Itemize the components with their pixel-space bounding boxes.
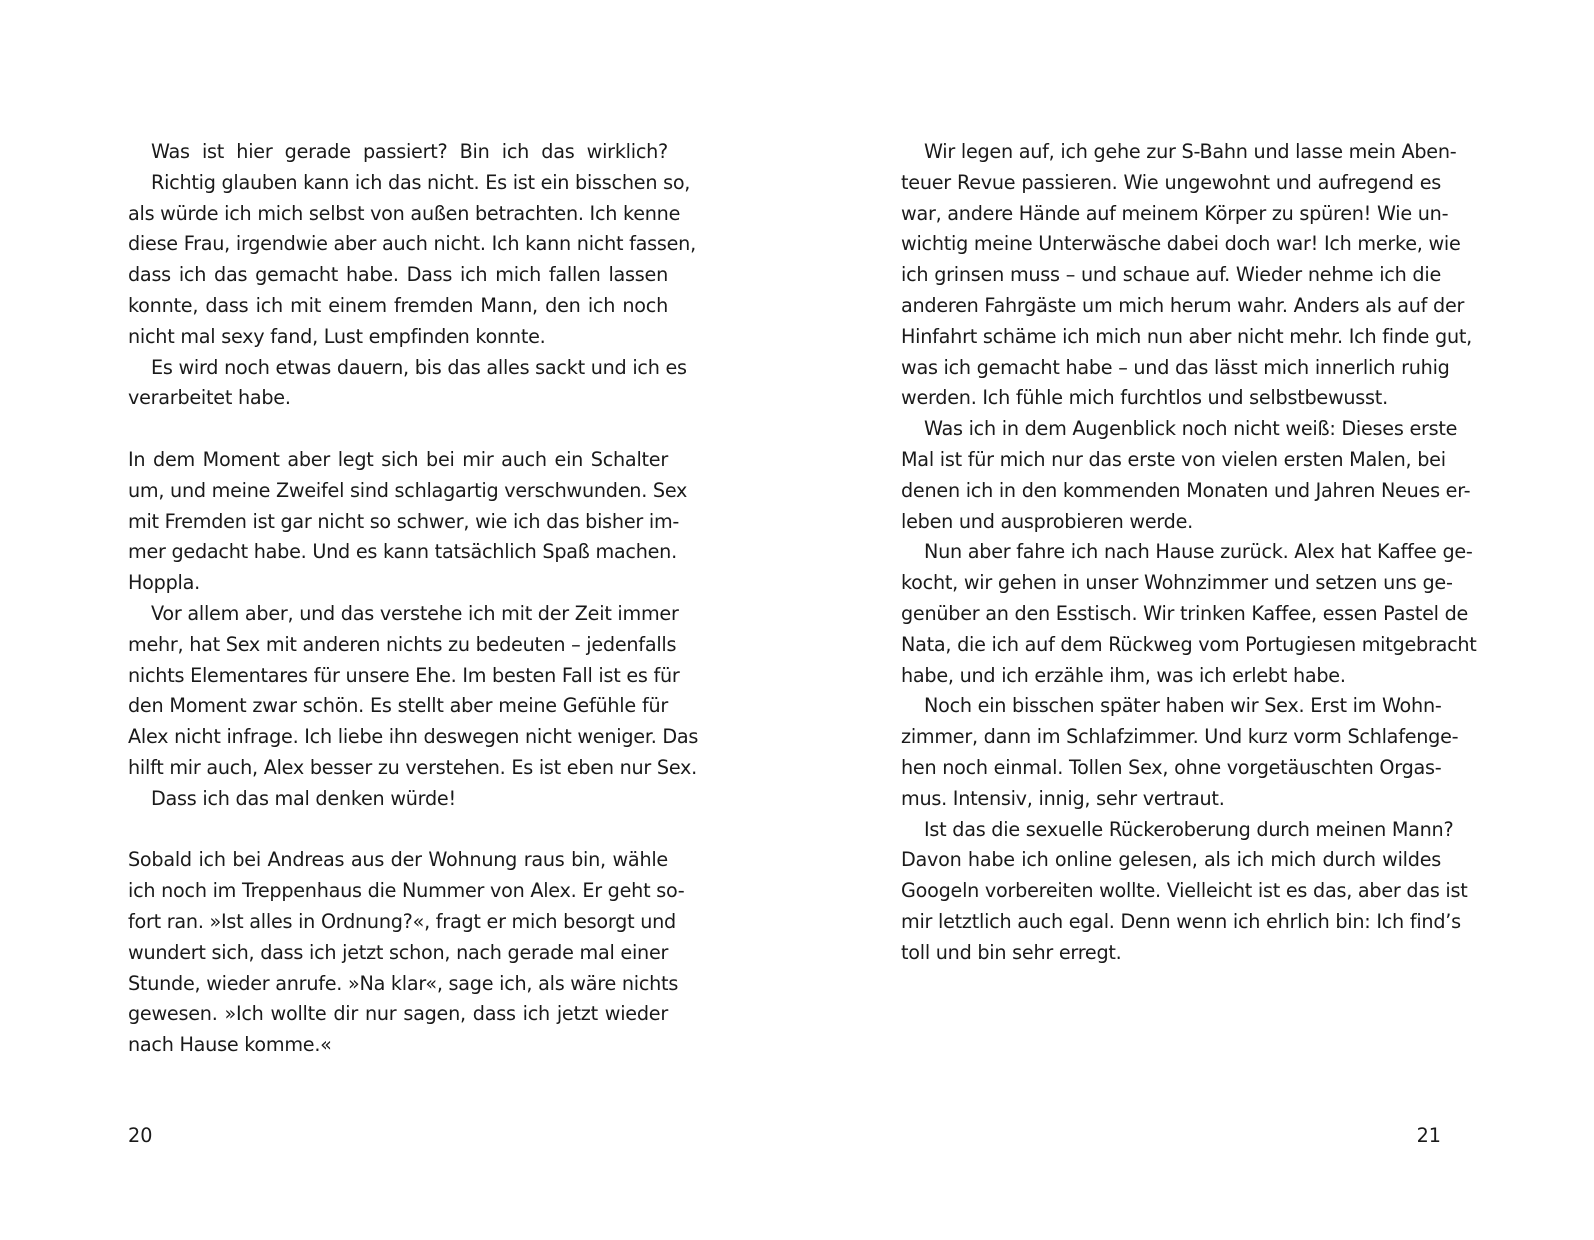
text-line: Sobald ich bei Andreas aus der Wohnung raus bin, wähle — [128, 848, 668, 872]
text-line: Hoppla. — [128, 571, 200, 595]
text-line: hen noch einmal. Tollen Sex, ohne vorgetäuschten Orgas- — [901, 755, 1442, 779]
text-line: dass ich das gemacht habe. Dass ich mich fallen lassen — [128, 263, 668, 287]
text-line: gewesen. »Ich wollte dir nur sagen, dass ich jetzt wieder — [128, 1002, 668, 1026]
text-line: Davon habe ich online gelesen, als ich mich durch wildes — [901, 848, 1441, 872]
right-page — [797, 0, 1594, 1240]
text-line: Richtig glauben kann ich das nicht. Es ist ein bisschen so, — [151, 170, 691, 194]
text-line: Alex nicht infrage. Ich liebe ihn deswegen nicht weniger. Das — [128, 725, 699, 749]
text-line: Nun aber fahre ich nach Hause zurück. Alex hat Kaffee ge- — [924, 540, 1473, 564]
text-line: teuer Revue passieren. Wie ungewohnt und aufregend es — [901, 170, 1441, 194]
text-line: ich noch im Treppenhaus die Nummer von Alex. Er geht so- — [128, 879, 685, 903]
section-break — [128, 414, 668, 445]
text-line: mus. Intensiv, innig, sehr vertraut. — [901, 786, 1225, 810]
text-line: fort ran. »Ist alles in Ordnung?«, fragt er mich besorgt und — [128, 909, 676, 933]
text-line: als würde ich mich selbst von außen betrachten. Ich kenne — [128, 201, 681, 225]
section-break — [128, 815, 668, 846]
text-line: Wir legen auf, ich gehe zur S-Bahn und lasse mein Aben- — [924, 140, 1457, 163]
text-line: toll und bin sehr erregt. — [901, 940, 1122, 964]
text-line: Noch ein bisschen später haben wir Sex. Erst im Wohn- — [924, 694, 1442, 718]
text-line: nichts Elementares für unsere Ehe. Im besten Fall ist es für — [128, 663, 680, 687]
text-line: hilft mir auch, Alex besser zu verstehen. Es ist eben nur Sex. — [128, 755, 698, 779]
text-line: ich grinsen muss – und schaue auf. Wieder nehme ich die — [901, 263, 1441, 287]
text-line: Was ich in dem Augenblick noch nicht weiß: Dieses erste — [924, 417, 1458, 441]
text-line: habe, und ich erzähle ihm, was ich erlebt habe. — [901, 663, 1346, 687]
text-line: Was ist hier gerade passiert? Bin ich das wirklich? — [151, 140, 668, 163]
text-line: Dass ich das mal denken würde! — [151, 786, 456, 810]
page-number: 20 — [128, 1124, 153, 1147]
text-line: Mal ist für mich nur das erste von vielen ersten Malen, bei — [901, 447, 1446, 471]
text-line: mehr, hat Sex mit anderen nichts zu bedeuten – jedenfalls — [128, 632, 677, 656]
text-line: nach Hause komme.« — [128, 1033, 332, 1057]
text-line: wichtig meine Unterwäsche dabei doch war! Ich merke, wie — [901, 232, 1461, 256]
text-line: Es wird noch etwas dauern, bis das alles sackt und ich es — [151, 355, 687, 379]
right-page-text — [901, 137, 1477, 969]
page-number: 21 — [1416, 1124, 1441, 1147]
left-page-text — [128, 137, 699, 1061]
text-line: Googeln vorbereiten wollte. Vielleicht ist es das, aber das ist — [901, 879, 1468, 903]
text-line: konnte, dass ich mit einem fremden Mann, den ich noch — [128, 293, 668, 317]
text-line: diese Frau, irgendwie aber auch nicht. Ich kann nicht fassen, — [128, 232, 696, 256]
text-line: mir letztlich auch egal. Denn wenn ich ehrlich bin: Ich find’s — [901, 909, 1461, 933]
text-line: Hinfahrt schäme ich mich nun aber nicht mehr. Ich finde gut, — [901, 324, 1473, 348]
text-line: denen ich in den kommenden Monaten und Jahren Neues er- — [901, 478, 1471, 502]
text-line: Nata, die ich auf dem Rückweg vom Portugiesen mitgebracht — [901, 632, 1477, 656]
text-line: den Moment zwar schön. Es stellt aber meine Gefühle für — [128, 694, 668, 718]
text-line: werden. Ich fühle mich furchtlos und selbstbewusst. — [901, 386, 1388, 410]
text-line: zimmer, dann im Schlafzimmer. Und kurz vorm Schlafenge- — [901, 725, 1459, 749]
text-line: verarbeitet habe. — [128, 386, 291, 410]
text-line: wundert sich, dass ich jetzt schon, nach gerade mal einer — [128, 940, 669, 964]
text-line: mit Fremden ist gar nicht so schwer, wie ich das bisher im- — [128, 509, 680, 533]
text-line: anderen Fahrgäste um mich herum wahr. Anders als auf der — [901, 293, 1465, 317]
text-line: leben und ausprobieren werde. — [901, 509, 1194, 533]
text-line: In dem Moment aber legt sich bei mir auch ein Schalter — [128, 447, 668, 471]
text-line: um, und meine Zweifel sind schlagartig verschwunden. Sex — [128, 478, 688, 502]
text-line: Vor allem aber, und das verstehe ich mit der Zeit immer — [151, 601, 679, 625]
text-line: nicht mal sexy fand, Lust empfinden konnte. — [128, 324, 546, 348]
text-line: war, andere Hände auf meinem Körper zu spüren! Wie un- — [901, 201, 1449, 225]
text-line: kocht, wir gehen in unser Wohnzimmer und setzen uns ge- — [901, 571, 1453, 595]
text-line: Stunde, wieder anrufe. »Na klar«, sage ich, als wäre nichts — [128, 971, 679, 995]
text-line: Ist das die sexuelle Rückeroberung durch meinen Mann? — [924, 817, 1454, 841]
text-line: genüber an den Esstisch. Wir trinken Kaffee, essen Pastel de — [901, 601, 1469, 625]
text-line: was ich gemacht habe – und das lässt mich innerlich ruhig — [901, 355, 1450, 379]
text-line: mer gedacht habe. Und es kann tatsächlich Spaß machen. — [128, 540, 677, 564]
